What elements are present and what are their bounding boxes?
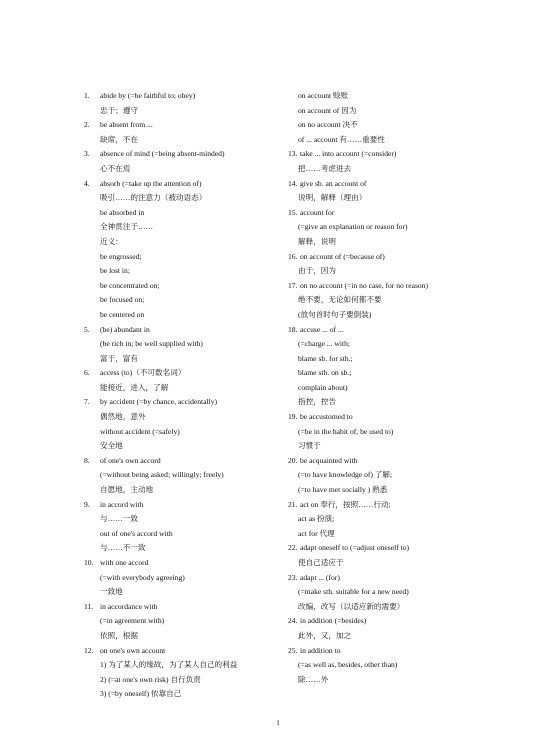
entry-line [84, 162, 282, 177]
entry-text: without accident (=safely) [100, 426, 180, 436]
entry-number: 2. [84, 120, 90, 130]
entry-text: be acquainted with [300, 455, 358, 465]
entry-text: on one's own account [100, 645, 166, 655]
entry-line [288, 644, 528, 659]
entry-text: out of one's accord with [100, 528, 173, 538]
entry-text: 富于，富有 [100, 353, 138, 363]
entry-line [288, 308, 528, 323]
entry-line [288, 366, 528, 381]
entry-line [288, 177, 528, 192]
entry-line [288, 133, 528, 148]
entry-text: be absent from ... [100, 120, 153, 130]
page-number: 1 [276, 719, 280, 727]
entry-text: in accordance with [100, 601, 158, 611]
entry-line [84, 527, 282, 542]
entry-text: 心不在焉 [100, 163, 131, 173]
entry-text: by accident (=by chance, accidentally) [100, 397, 218, 407]
entry-text: 绝不要，无论如何都不要 [298, 295, 382, 305]
entry-line [84, 600, 282, 615]
entry-line [288, 571, 528, 586]
entry-text: be engrossed; [100, 251, 142, 261]
entry-text: take ... into account (=consider) [300, 149, 397, 159]
entry-line [288, 541, 528, 556]
entry-number: 11. [84, 601, 94, 611]
entry-line [84, 658, 282, 673]
entry-line [84, 541, 282, 556]
entry-text: (=in agreement with) [100, 616, 165, 626]
entry-line [84, 644, 282, 659]
entry-text: 忠于；遵守 [100, 105, 138, 115]
entry-text: be focused on; [100, 295, 145, 305]
entry-line [84, 308, 282, 323]
entry-line [288, 614, 528, 629]
entry-line [84, 89, 282, 104]
entry-number: 6. [84, 368, 90, 378]
entry-line [84, 235, 282, 250]
entry-line [288, 527, 528, 542]
entry-line [84, 512, 282, 527]
entry-number: 14. [288, 178, 298, 188]
entry-number: 1. [84, 91, 90, 100]
entry-line [288, 629, 528, 644]
entry-text: 一致地 [100, 587, 123, 597]
entry-text: be accustomed to [300, 412, 353, 422]
entry-text: 2) (=at one's own risk) 自行负责 [100, 674, 201, 684]
entry-number: 5. [84, 324, 90, 334]
entry-text: 吸引……的注意力（被动语态） [100, 193, 207, 203]
entry-text: 说明，解释（理由） [298, 193, 367, 203]
entry-text: be centered on [100, 309, 145, 319]
entry-line [288, 410, 528, 425]
entry-text: (=to have knowledge of) 了解; [298, 470, 393, 480]
entry-text: 使自己适应于 [298, 558, 344, 567]
entry-text: 能接近，进入，了解 [100, 382, 169, 392]
entry-number: 23. [288, 572, 298, 582]
entry-line [84, 673, 282, 688]
entry-text: (=as well as, besides, other than) [298, 660, 398, 670]
entry-line [84, 104, 282, 119]
entry-text: blame sth. on sb.; [298, 368, 352, 378]
entry-text: 近义： [100, 236, 123, 246]
entry-line [288, 498, 528, 513]
entry-text: with one accord [100, 558, 149, 567]
entry-line [84, 293, 282, 308]
entry-line [288, 191, 528, 206]
entry-line [288, 556, 528, 571]
entry-text: accuse ... of ... [300, 324, 344, 334]
entry-text: be lost in; [100, 266, 130, 276]
entry-text: on account 赊账 [298, 91, 349, 100]
entry-text: 偶然地，意外 [100, 412, 146, 422]
left-column [84, 89, 282, 702]
entry-line [288, 147, 528, 162]
entry-line [288, 220, 528, 235]
entry-line [288, 483, 528, 498]
entry-text: 3) (=by oneself) 依靠自己 [100, 689, 182, 699]
entry-line [288, 264, 528, 279]
entry-text: (=without being asked; willingly; freely) [100, 470, 224, 480]
entry-line [84, 468, 282, 483]
entry-text: of one's own accord [100, 455, 161, 465]
entry-line [288, 658, 528, 673]
entry-text: be absorbed in [100, 207, 145, 217]
entry-line [84, 629, 282, 644]
entry-line [288, 425, 528, 440]
entry-number: 19. [288, 412, 298, 422]
entry-line [84, 395, 282, 410]
entry-text: complain about) [298, 382, 348, 392]
entry-line [84, 439, 282, 454]
entry-text: (=with everybody agreeing) [100, 572, 185, 582]
entry-text: 解释，说明 [298, 236, 336, 246]
entry-line [288, 337, 528, 352]
entry-number: 24. [288, 616, 298, 626]
entry-text: 此外，又，加之 [298, 630, 352, 640]
entry-line [288, 352, 528, 367]
entry-number: 21. [288, 499, 298, 509]
entry-text: abide by (=be faithful to; obey) [100, 91, 196, 100]
entry-text: 自愿地，主动地 [100, 485, 154, 495]
entry-line [288, 206, 528, 221]
entry-text: 依照，根据 [100, 630, 138, 640]
entry-number: 12. [84, 645, 94, 655]
entry-line [84, 614, 282, 629]
entry-number: 16. [288, 251, 298, 261]
entry-text: access (to)（不可数名词） [100, 368, 186, 378]
entry-line [288, 235, 528, 250]
entry-text: give sb. an account of [300, 178, 367, 188]
entry-text: 指控，控告 [298, 397, 336, 407]
entry-line [84, 118, 282, 133]
entry-line [84, 585, 282, 600]
entry-line [84, 410, 282, 425]
entry-number: 8. [84, 455, 90, 465]
entry-line [84, 352, 282, 367]
entry-text: in addition to [300, 645, 341, 655]
entry-line [84, 250, 282, 265]
entry-text: of ... account 有……重要性 [298, 134, 385, 144]
entry-line [288, 250, 528, 265]
entry-text: 改编，改写（以适应新的需要） [298, 601, 405, 611]
right-column [288, 89, 528, 687]
entry-line [288, 381, 528, 396]
entry-line [84, 687, 282, 702]
entry-line [84, 323, 282, 338]
entry-text: absence of mind (=being absent-minded) [100, 149, 225, 159]
entry-number: 22. [288, 543, 298, 553]
entry-text: on no account 决不 [298, 120, 358, 130]
entry-text: adapt ... (for) [300, 572, 340, 582]
entry-text: (=to have met socially ) 熟悉 [298, 485, 388, 495]
entry-line [84, 177, 282, 192]
entry-text: 与……一致 [100, 514, 138, 524]
entry-text: in accord with [100, 499, 144, 509]
entry-text: 除……外 [298, 674, 329, 684]
entry-line [288, 323, 528, 338]
entry-line [84, 381, 282, 396]
entry-line [288, 395, 528, 410]
entry-line [288, 454, 528, 469]
entry-line [288, 512, 528, 527]
entry-number: 15. [288, 207, 298, 217]
entry-line [288, 162, 528, 177]
entry-line [288, 104, 528, 119]
entry-text: 缺席，不在 [100, 134, 138, 144]
entry-text: (=be in the habit of, be used to) [298, 426, 394, 436]
entry-line [84, 454, 282, 469]
entry-text: 由于，因为 [298, 266, 336, 276]
entry-text: act on 奉行，按照……行动; [300, 499, 391, 509]
entry-number: 18. [288, 324, 298, 334]
entry-text: on account of 因为 [298, 105, 357, 115]
entry-line [84, 220, 282, 235]
entry-text: adapt oneself to (=adjust oneself to) [300, 543, 410, 553]
entry-text: (放句首时句子要倒装) [298, 309, 372, 319]
entry-line [84, 206, 282, 221]
entry-text: 与……不一致 [100, 543, 146, 553]
entry-line [288, 600, 528, 615]
entry-line [288, 585, 528, 600]
entry-number: 9. [84, 499, 90, 509]
entry-line [288, 293, 528, 308]
entry-text: absorb (=take up the attention of) [100, 178, 202, 188]
entry-line [84, 279, 282, 294]
entry-text: 安全地 [100, 441, 123, 451]
entry-line [288, 279, 528, 294]
entry-number: 20. [288, 455, 298, 465]
entry-line [84, 483, 282, 498]
entry-number: 7. [84, 397, 90, 407]
entry-line [84, 133, 282, 148]
entry-number: 25. [288, 645, 298, 655]
entry-text: (be rich in; be well supplied with) [100, 339, 203, 349]
entry-text: on no account (=in no case, for no reason) [300, 280, 429, 290]
entry-line [288, 89, 528, 104]
entry-text: act as 扮演; [298, 514, 335, 524]
entry-number: 17. [288, 280, 298, 290]
entry-text: 全神贯注于…… [100, 222, 154, 232]
entry-number: 10. [84, 558, 94, 567]
entry-line [84, 571, 282, 586]
entry-number: 13. [288, 149, 298, 159]
entry-text: (be) abundant in [100, 324, 150, 334]
entry-line [84, 498, 282, 513]
entry-line [84, 147, 282, 162]
entry-line [288, 118, 528, 133]
entry-number: 3. [84, 149, 90, 159]
entry-text: 1) 为了某人的缘故，为了某人自己的利益 [100, 660, 238, 670]
entry-text: (=make sth. suitable for a new need) [298, 587, 409, 597]
entry-line [84, 191, 282, 206]
entry-number: 4. [84, 178, 90, 188]
entry-line [84, 337, 282, 352]
entry-line [84, 425, 282, 440]
entry-text: 习惯于 [298, 441, 321, 451]
entry-line [84, 264, 282, 279]
entry-line [288, 468, 528, 483]
entry-text: act for 代理 [298, 528, 335, 538]
entry-text: on account of (=because of) [300, 251, 385, 261]
entry-text: account for [300, 207, 335, 217]
entry-text: (=give an explanation or reason for) [298, 222, 408, 232]
entry-text: be concentrated on; [100, 280, 160, 290]
entry-line [84, 366, 282, 381]
entry-line [288, 673, 528, 688]
entry-text: 把……考虑进去 [298, 163, 352, 173]
entry-line [84, 556, 282, 571]
entry-line [288, 439, 528, 454]
entry-text: blame sb. for sth.; [298, 353, 353, 363]
entry-text: (=charge ... with; [298, 339, 351, 349]
entry-text: in addition (=besides) [300, 616, 367, 626]
